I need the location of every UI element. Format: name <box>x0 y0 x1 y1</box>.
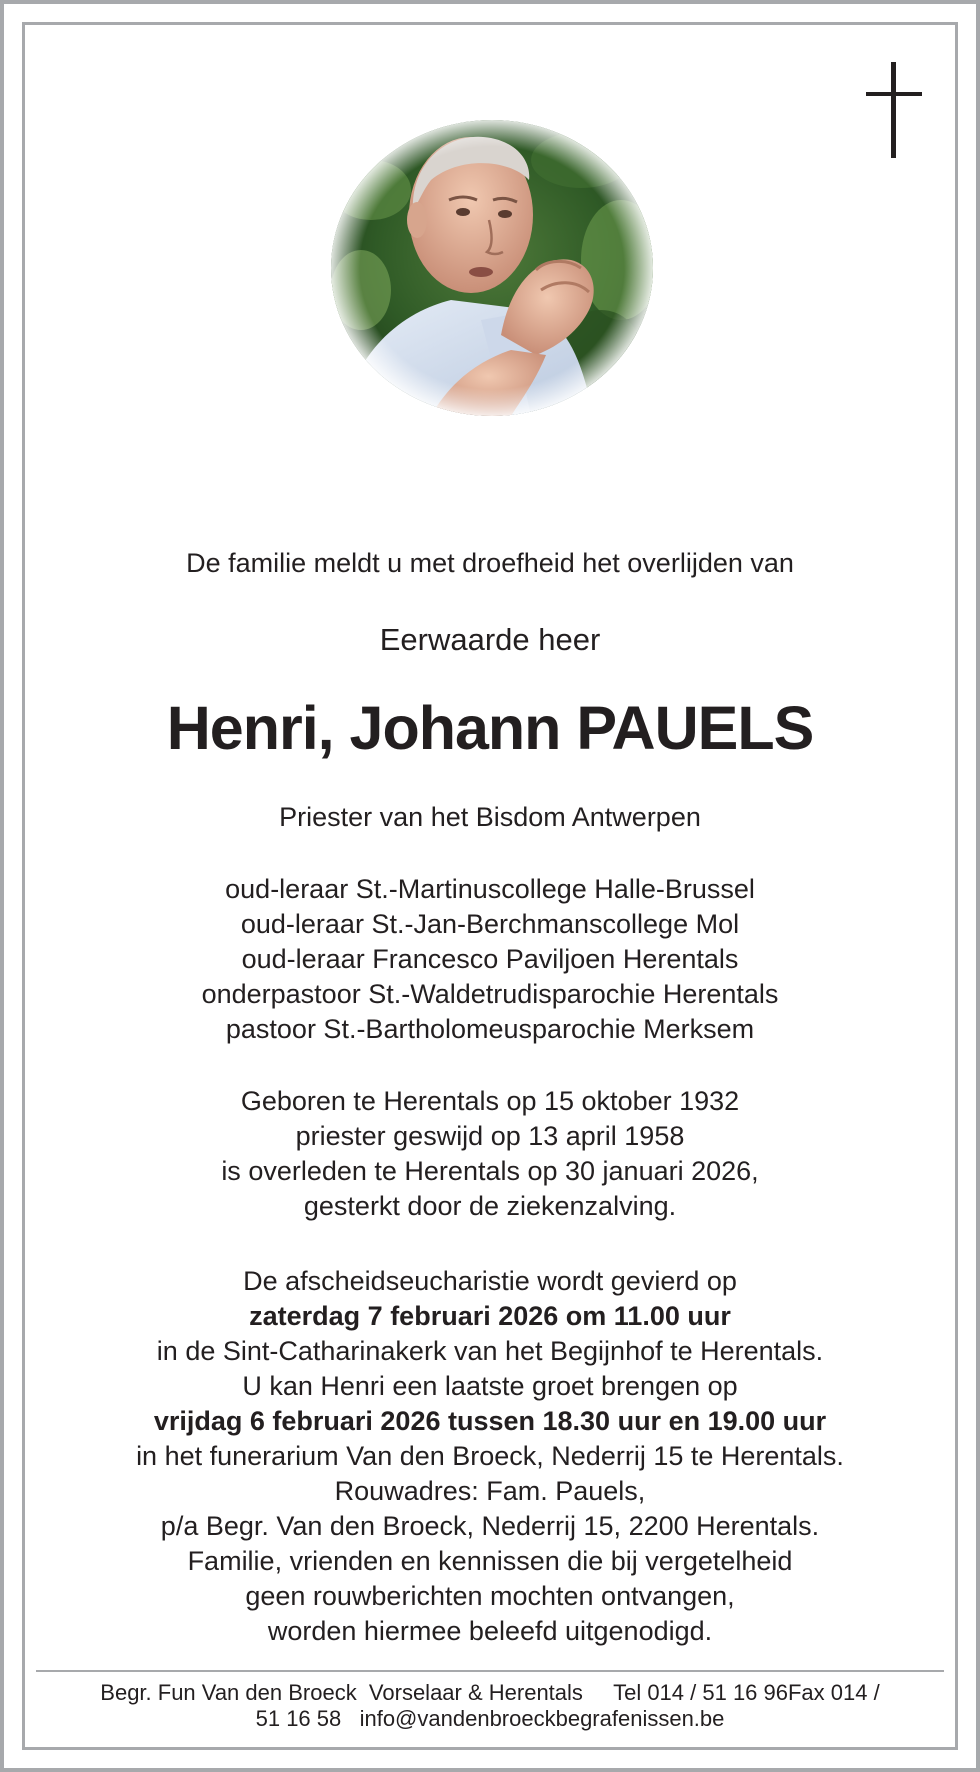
greeting-intro: U kan Henri een laatste groet brengen op <box>242 1371 738 1401</box>
announcement <box>40 546 940 581</box>
ceremony-location: in de Sint-Catharinakerk van het Begijnhof te Herentals. <box>156 1336 824 1366</box>
function-item: oud-leraar St.-Martinuscollege Halle-Brussel <box>225 874 755 904</box>
ceremony-datetime: zaterdag 7 februari 2026 om 11.00 uur <box>249 1301 731 1331</box>
greeting-location: in het funerarium Van den Broeck, Nederrij 15 te Herentals. <box>136 1441 844 1471</box>
honorific <box>40 620 940 660</box>
date-line: priester geswijd op 13 april 1958 <box>295 1121 685 1151</box>
clerical-title-text: Priester van het Bisdom Antwerpen <box>279 802 701 832</box>
function-item: oud-leraar Francesco Paviljoen Herentals <box>241 944 739 974</box>
greeting-datetime: vrijdag 6 februari 2026 tussen 18.30 uur en 19.00 uur <box>153 1406 827 1436</box>
functions-list <box>40 872 940 1047</box>
ceremony-details <box>40 1264 940 1649</box>
closing-line: geen rouwberichten mochten ontvangen, <box>245 1581 735 1611</box>
portrait-photo <box>331 120 653 416</box>
date-line: gesterkt door de ziekenzalving. <box>303 1191 677 1221</box>
announcement-text: De familie meldt u met droefheid het overlijden van <box>186 548 794 578</box>
cross-icon <box>866 62 922 158</box>
deceased-name <box>40 692 940 764</box>
honorific-text: Eerwaarde heer <box>379 622 601 657</box>
life-dates <box>40 1084 940 1224</box>
footer-divider <box>36 1670 944 1672</box>
date-line: Geboren te Herentals op 15 oktober 1932 <box>240 1086 740 1116</box>
clerical-title <box>40 800 940 835</box>
function-item: pastoor St.-Bartholomeusparochie Merksem <box>225 1014 755 1044</box>
mourning-address-line: p/a Begr. Van den Broeck, Nederrij 15, 2200 Herentals. <box>160 1511 820 1541</box>
ceremony-intro: De afscheidseucharistie wordt gevierd op <box>243 1266 737 1296</box>
footer-line: 51 16 58 info@vandenbroeckbegrafenissen.be <box>255 1706 725 1731</box>
footer <box>40 1680 940 1732</box>
closing-line: Familie, vrienden en kennissen die bij vergetelheid <box>187 1546 793 1576</box>
function-item: onderpastoor St.-Waldetrudisparochie Herentals <box>201 979 779 1009</box>
footer-line: Begr. Fun Van den Broeck Vorselaar & Herentals Tel 014 / 51 16 96Fax 014 / <box>100 1680 880 1705</box>
date-line: is overleden te Herentals op 30 januari 2026, <box>221 1156 759 1186</box>
function-item: oud-leraar St.-Jan-Berchmanscollege Mol <box>240 909 740 939</box>
closing-line: worden hiermee beleefd uitgenodigd. <box>267 1616 713 1646</box>
mourning-address-line: Rouwadres: Fam. Pauels, <box>334 1476 646 1506</box>
deceased-name-text: Henri, Johann PAUELS <box>166 694 814 762</box>
